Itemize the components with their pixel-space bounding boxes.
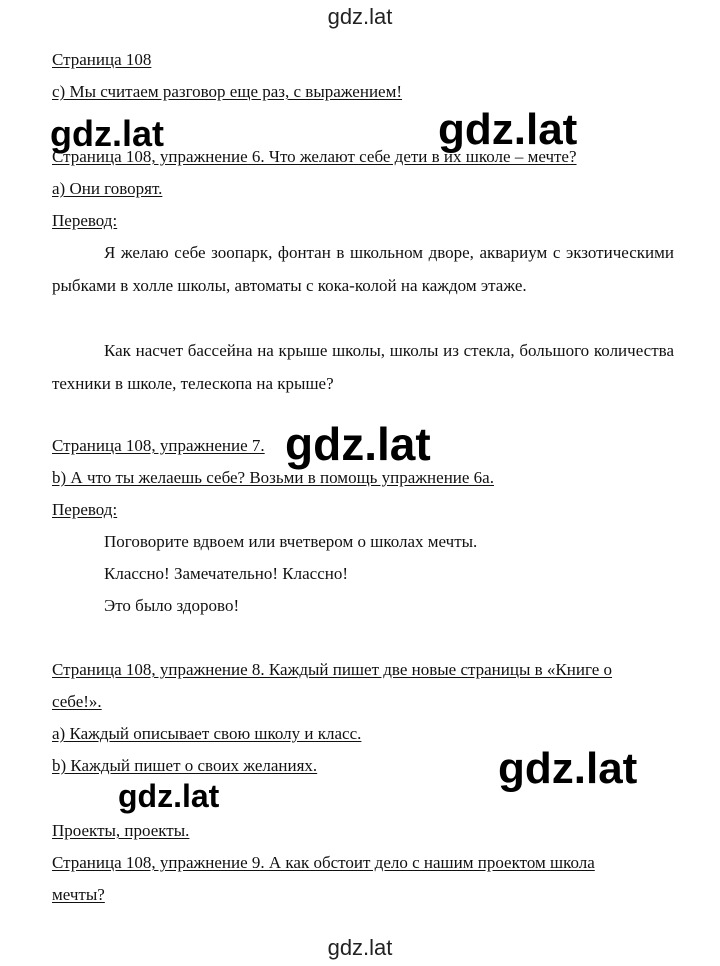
translation-paragraph-2: Как насчет бассейна на крыше школы, школы из стекла, большого количества техники в школе, телескопа на крыше?: [52, 341, 674, 393]
task-a-6: а) Они говорят.: [52, 179, 163, 198]
translation-line-1: Поговорите вдвоем или вчетвером о школах мечты.: [104, 532, 478, 551]
exercise-7-heading: Страница 108, упражнение 7.: [52, 436, 265, 455]
page-heading: Страница 108: [52, 50, 152, 69]
watermark: gdz.lat: [50, 113, 164, 154]
exercise-8-heading: Страница 108, упражнение 8. Каждый пишет две новые страницы в «Книге о: [52, 660, 613, 679]
exercise-9-heading: Страница 108, упражнение 9. А как обстоит дело с нашим проектом школа: [52, 853, 595, 872]
translation-label-1: Перевод:: [52, 211, 118, 230]
task-a-8: а) Каждый описывает свою школу и класс.: [52, 724, 362, 743]
watermark: gdz.lat: [118, 778, 220, 814]
exercise-9-heading-cont: мечты?: [52, 885, 105, 904]
translation-line-2: Классно! Замечательно! Классно!: [104, 564, 349, 583]
exercise-8-heading-cont: себе!».: [52, 692, 102, 711]
site-header: gdz.lat: [327, 4, 393, 29]
site-footer: gdz.lat: [327, 935, 393, 960]
task-c: c) Мы считаем разговор еще раз, с выражением!: [52, 82, 403, 101]
translation-line-3: Это было здорово!: [104, 596, 240, 615]
task-b-8: b) Каждый пишет о своих желаниях.: [52, 756, 318, 775]
translation-paragraph-1: Я желаю себе зоопарк, фонтан в школьном дворе, аквариум с экзотическими рыбками в холле школы, автоматы с кока-колой на каждом этаже.: [52, 243, 674, 295]
watermark: gdz.lat: [438, 105, 578, 154]
task-b-7: b) А что ты желаешь себе? Возьми в помощь упражнение 6а.: [52, 468, 494, 487]
projects-heading: Проекты, проекты.: [52, 821, 190, 840]
translation-label-2: Перевод:: [52, 500, 118, 519]
watermark: gdz.lat: [285, 418, 431, 470]
exercise-6-heading: Страница 108, упражнение 6. Что желают себе дети в их школе – мечте?: [52, 147, 577, 166]
watermark: gdz.lat: [498, 744, 638, 793]
